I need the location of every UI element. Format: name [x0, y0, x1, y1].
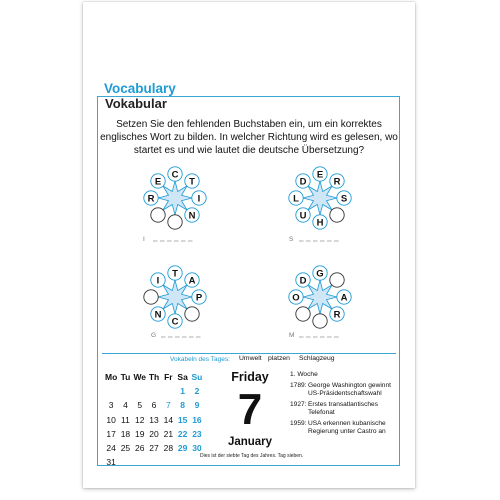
- puzzle-letter: R: [333, 176, 341, 188]
- calendar-week-row: [104, 455, 204, 469]
- calendar-day-cell: [104, 384, 118, 398]
- calendar-day-cell: 17: [106, 428, 116, 439]
- empty-letter-circle: [330, 208, 344, 222]
- empty-letter-circle: [168, 215, 182, 229]
- weekday-header: Sa: [177, 372, 188, 383]
- title-german: Vokabular: [105, 96, 167, 111]
- puzzle-letter: C: [171, 169, 179, 181]
- calendar-day-cell: 11: [121, 414, 130, 425]
- calendar-day-cell: 30: [192, 443, 202, 454]
- puzzle-letter: U: [299, 210, 307, 222]
- calendar-day-cell: [118, 384, 132, 398]
- weekday-header: Mo: [105, 372, 118, 383]
- calendar-day-cell: [175, 455, 189, 469]
- puzzle-letter: T: [189, 176, 195, 188]
- history-entry: [290, 371, 398, 379]
- calendar-day-cell: 15: [177, 414, 188, 425]
- calendar-day-cell: 6: [151, 400, 157, 411]
- calendar-day-cell: 12: [135, 414, 145, 425]
- calendar-day-cell: 8: [180, 400, 185, 411]
- calendar-day-cell: 14: [163, 414, 174, 425]
- calendar-day-cell: 19: [135, 428, 145, 439]
- day-number: 7: [237, 385, 263, 434]
- history-list: [290, 371, 398, 439]
- answer-hint-letter: S: [289, 236, 294, 243]
- calendar-day-cell: 21: [163, 428, 174, 439]
- star-puzzle: [289, 167, 351, 243]
- calendar-day-cell: [133, 455, 147, 469]
- puzzle-letter: I: [197, 193, 201, 205]
- history-entry: [290, 382, 398, 398]
- puzzle-letter: D: [299, 176, 307, 188]
- weekday-header: Su: [191, 372, 203, 383]
- words-of-day-bar: [102, 353, 396, 366]
- month-name: January: [227, 436, 273, 448]
- current-day: [222, 368, 278, 448]
- calendar-day-cell: 20: [149, 428, 159, 439]
- words-of-day-label: Vokabeln des Tages:: [170, 356, 230, 363]
- calendar-week-row: [104, 384, 204, 398]
- weekday-header: Th: [148, 372, 160, 383]
- calendar-day-cell: 27: [149, 443, 159, 454]
- answer-hint-letter: M: [289, 332, 295, 339]
- calendar-day-cell: 4: [123, 400, 128, 411]
- weekday-name: Friday: [231, 370, 269, 384]
- empty-letter-circle: [330, 273, 344, 287]
- puzzle-letter: N: [188, 210, 196, 222]
- empty-letter-circle: [185, 307, 199, 321]
- history-entry: [290, 401, 398, 417]
- puzzle-letter: R: [333, 309, 341, 321]
- calendar-day-cell: 13: [149, 414, 159, 425]
- calendar-day-cell: 26: [135, 443, 145, 454]
- history-text: USA erkennen kubanische Regierung unter Castro an: [308, 420, 386, 435]
- calendar-week-row: [104, 441, 204, 455]
- calendar-day-cell: 29: [177, 443, 188, 454]
- word-of-day: Schlagzeug: [299, 355, 335, 362]
- calendar-day-cell: 31: [106, 457, 116, 468]
- calendar-day-cell: 2: [194, 386, 200, 397]
- puzzle-letter: C: [171, 316, 179, 328]
- history-year: 1959:: [290, 420, 307, 427]
- history-year: 1927:: [290, 401, 307, 408]
- calendar-week-row: [104, 427, 204, 441]
- calendar-day-cell: 5: [137, 400, 143, 411]
- weekday-header: We: [133, 372, 147, 383]
- word-of-day: platzen: [268, 355, 290, 362]
- puzzle-letter: A: [340, 292, 348, 304]
- calendar-day-cell: [118, 455, 132, 469]
- weekday-header: Fr: [164, 372, 173, 383]
- calendar-day-cell: 9: [194, 400, 200, 411]
- calendar-day-cell: 10: [106, 414, 116, 425]
- weekday-header: Tu: [120, 372, 131, 383]
- puzzle-letter: A: [188, 275, 196, 287]
- puzzle-letter: S: [340, 193, 348, 205]
- puzzle-letter: E: [316, 169, 324, 181]
- puzzle-letter: O: [292, 292, 300, 304]
- puzzle-letter: R: [147, 193, 155, 205]
- calendar-day-cell: 16: [192, 414, 202, 425]
- calendar-day-cell: 7: [165, 400, 171, 411]
- puzzle-letter: P: [195, 292, 203, 304]
- star-puzzle: [143, 167, 206, 243]
- empty-letter-circle: [313, 314, 327, 328]
- word-of-day: Umwelt: [239, 355, 262, 362]
- calendar-day-cell: 23: [192, 428, 202, 439]
- star-puzzle: [289, 266, 351, 339]
- puzzle-letter: E: [154, 176, 162, 188]
- calendar-day-cell: 1: [180, 386, 185, 397]
- calendar-day-cell: 28: [163, 443, 174, 454]
- answer-hint-letter: G: [151, 332, 157, 339]
- calendar-week-row: [104, 398, 204, 412]
- history-year: 1789:: [290, 382, 307, 389]
- history-text: Erstes transatlantisches Telefonat: [308, 401, 378, 416]
- empty-letter-circle: [296, 307, 310, 321]
- calendar-day-cell: [161, 455, 175, 469]
- puzzle-letter: H: [316, 217, 324, 229]
- calendar-day-cell: 3: [108, 400, 114, 411]
- calendar-day-cell: [161, 384, 175, 398]
- history-text: George Washington gewinnt US-Präsidentschaftswahl: [308, 382, 391, 397]
- calendar-day-cell: [147, 455, 161, 469]
- calendar-day-cell: 22: [177, 428, 188, 439]
- title-english: Vocabulary: [104, 81, 176, 96]
- puzzle-letter: L: [293, 193, 299, 205]
- empty-letter-circle: [151, 208, 165, 222]
- calendar-day-cell: 25: [120, 443, 131, 454]
- calendar-week-row: [104, 413, 204, 427]
- puzzle-letter: N: [154, 309, 162, 321]
- footnote: Dies ist der siebte Tag des Jahres. Tag sieben.: [200, 453, 304, 459]
- calendar-day-cell: [147, 384, 161, 398]
- history-entry: [290, 420, 398, 436]
- puzzle-letter: T: [172, 268, 178, 280]
- calendar-day-cell: 24: [106, 443, 116, 454]
- puzzle-letter: I: [156, 275, 160, 287]
- history-text: 1. Woche: [290, 371, 318, 378]
- calendar-day-cell: [133, 384, 147, 398]
- calendar-day-cell: 18: [120, 428, 131, 439]
- puzzle-letter: D: [299, 275, 307, 287]
- month-calendar: [104, 370, 204, 469]
- star-puzzle: [144, 266, 206, 339]
- empty-letter-circle: [144, 290, 158, 304]
- answer-hint-letter: I: [143, 236, 145, 243]
- puzzle-letter: G: [316, 268, 324, 280]
- instructions-text: Setzen Sie den fehlenden Buchstaben ein, um ein korrektes englisches Wort zu bilden. In welcher Richtung wird es gelesen, wo startet es und wie lautet die deutsche Übersetzung?: [100, 119, 398, 156]
- calendar-header-row: [104, 370, 204, 384]
